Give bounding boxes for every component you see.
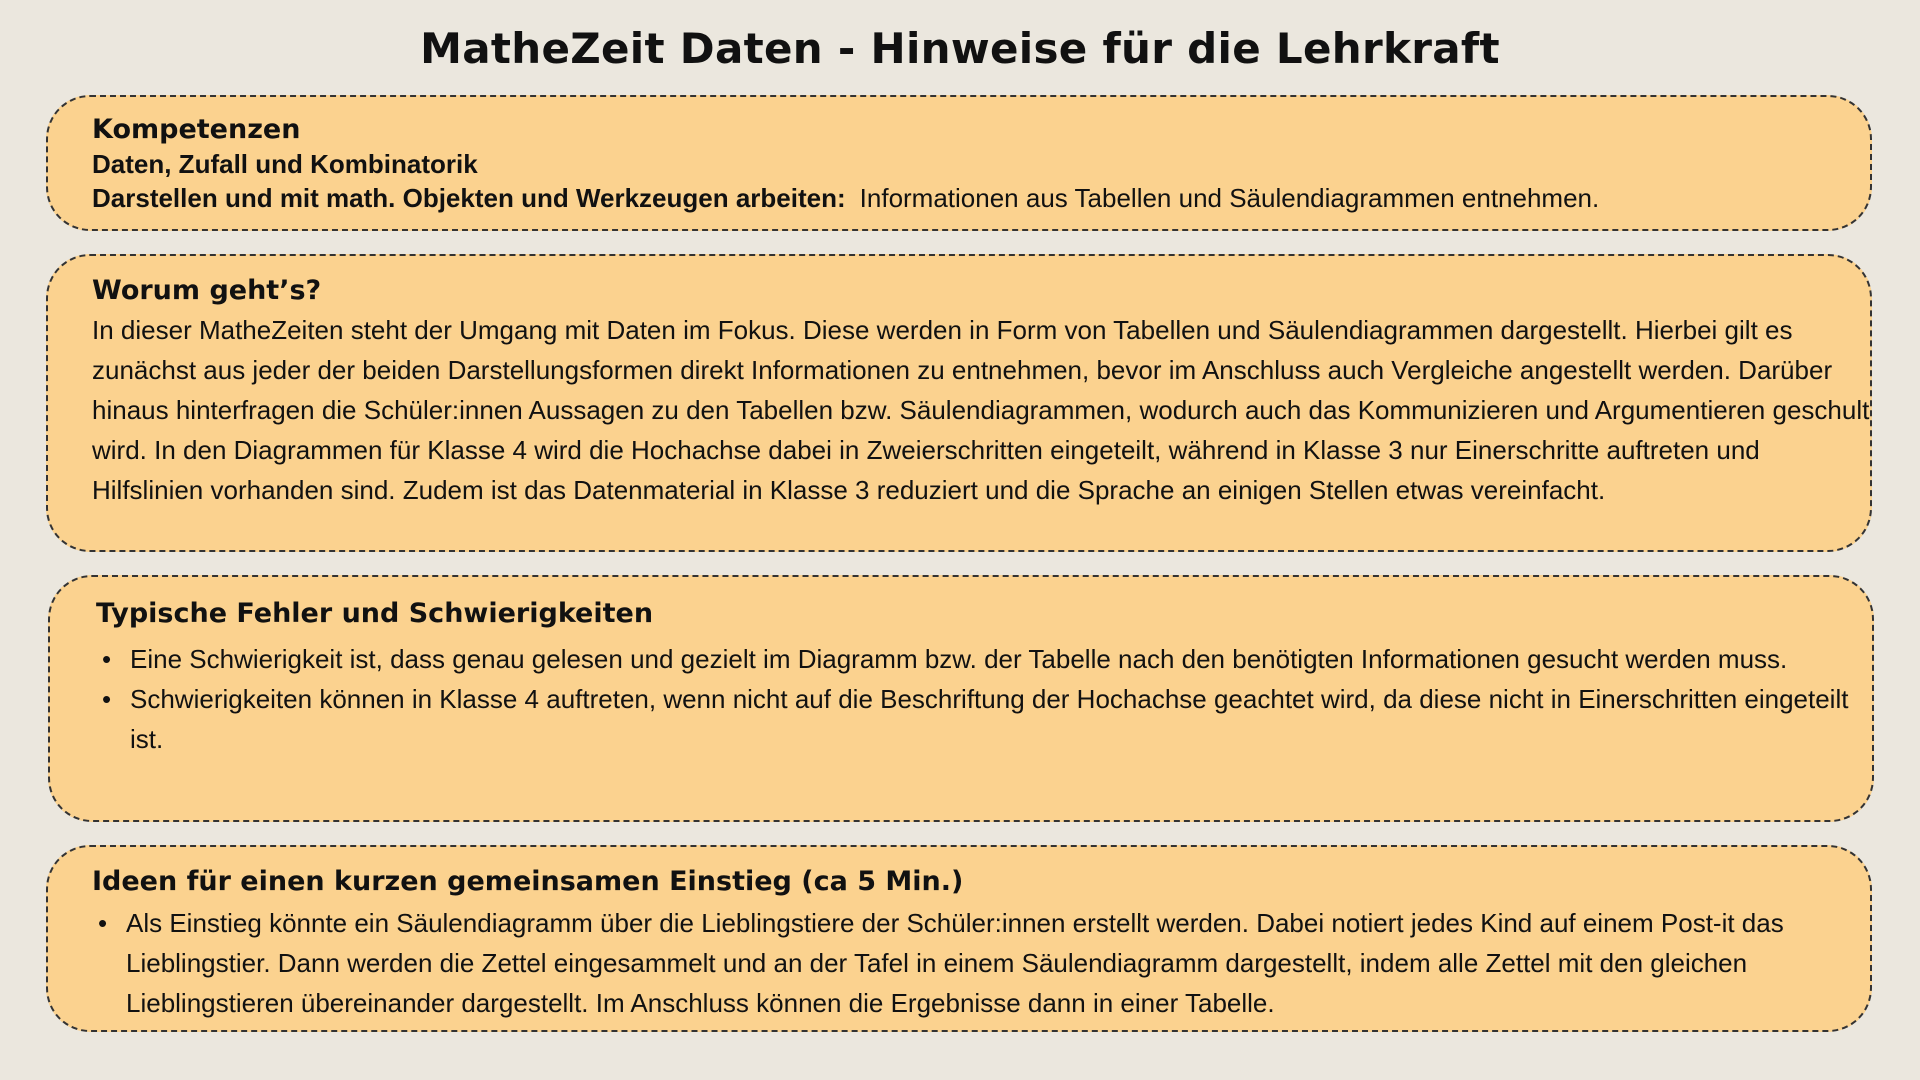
bullet-icon: •: [102, 644, 112, 674]
list-item: [92, 903, 1896, 1023]
worum-box: [46, 254, 1872, 552]
ideen-heading: Ideen für einen kurzen gemeinsamen Einstieg (ca 5 Min.): [92, 866, 964, 897]
bullet-icon: •: [98, 908, 108, 938]
kompetenzen-line-text: Informationen aus Tabellen und Säulendiagrammen entnehmen.: [859, 183, 1600, 213]
worum-heading: Worum geht’s?: [92, 275, 322, 306]
kompetenzen-line-label: Darstellen und mit math. Objekten und Werkzeugen arbeiten:: [92, 183, 846, 213]
list-item: [96, 639, 1860, 679]
kompetenzen-line: [92, 181, 1870, 215]
fehler-heading: Typische Fehler und Schwierigkeiten: [96, 598, 654, 629]
kompetenzen-box: [46, 95, 1872, 231]
bullet-icon: •: [102, 684, 112, 714]
list-item: [96, 679, 1860, 759]
kompetenzen-heading: Kompetenzen: [92, 114, 301, 145]
list-item-text: Schwierigkeiten können in Klasse 4 auftreten, wenn nicht auf die Beschriftung der Hochachse geachtet wird, da diese nicht in Einerschritten eingeteilt ist.: [130, 684, 1849, 754]
ideen-list: [92, 903, 1870, 1023]
list-item-text: Als Einstieg könnte ein Säulendiagramm über die Lieblingstiere der Schüler:innen erstellt werden. Dabei notiert jedes Kind auf einem Post-it das Lieblingstier. Dann werden die Zettel eingesammelt und an der Tafel in einem Säulendiagramm dargestellt, indem alle Zettel mit den gleichen Lieblingstieren übereinander dargestellt. Im Anschluss können die Ergebnisse dann in einer Tabelle.: [126, 908, 1784, 1018]
fehler-list: [96, 639, 1872, 759]
fehler-box: [48, 575, 1874, 822]
list-item-text: Eine Schwierigkeit ist, dass genau gelesen und gezielt im Diagramm bzw. der Tabelle nach den benötigten Informationen gesucht werden muss.: [130, 644, 1788, 674]
kompetenzen-subheading: Daten, Zufall und Kombinatorik: [92, 149, 478, 179]
ideen-box: [46, 845, 1872, 1032]
worum-text: In dieser MatheZeiten steht der Umgang mit Daten im Fokus. Diese werden in Form von Tabellen und Säulendiagrammen dargestellt. Hierbei gilt es zunächst aus jeder der beiden Darstellungsformen direkt Informationen zu entnehmen, bevor im Anschluss auch Vergleiche angestellt werden. Darüber hinaus hinterfragen die Schüler:innen Aussagen zu den Tabellen bzw. Säulendiagrammen, wodurch auch das Kommunizieren und Argumentieren geschult wird. In den Diagrammen für Klasse 4 wird die Hochachse dabei in Zweierschritten eingeteilt, während in Klasse 3 nur Einerschritte auftreten und Hilfslinien vorhanden sind. Zudem ist das Datenmaterial in Klasse 3 reduziert und die Sprache an einigen Stellen etwas vereinfacht.: [92, 315, 1870, 505]
page-title: MatheZeit Daten - Hinweise für die Lehrkraft: [420, 24, 1500, 73]
